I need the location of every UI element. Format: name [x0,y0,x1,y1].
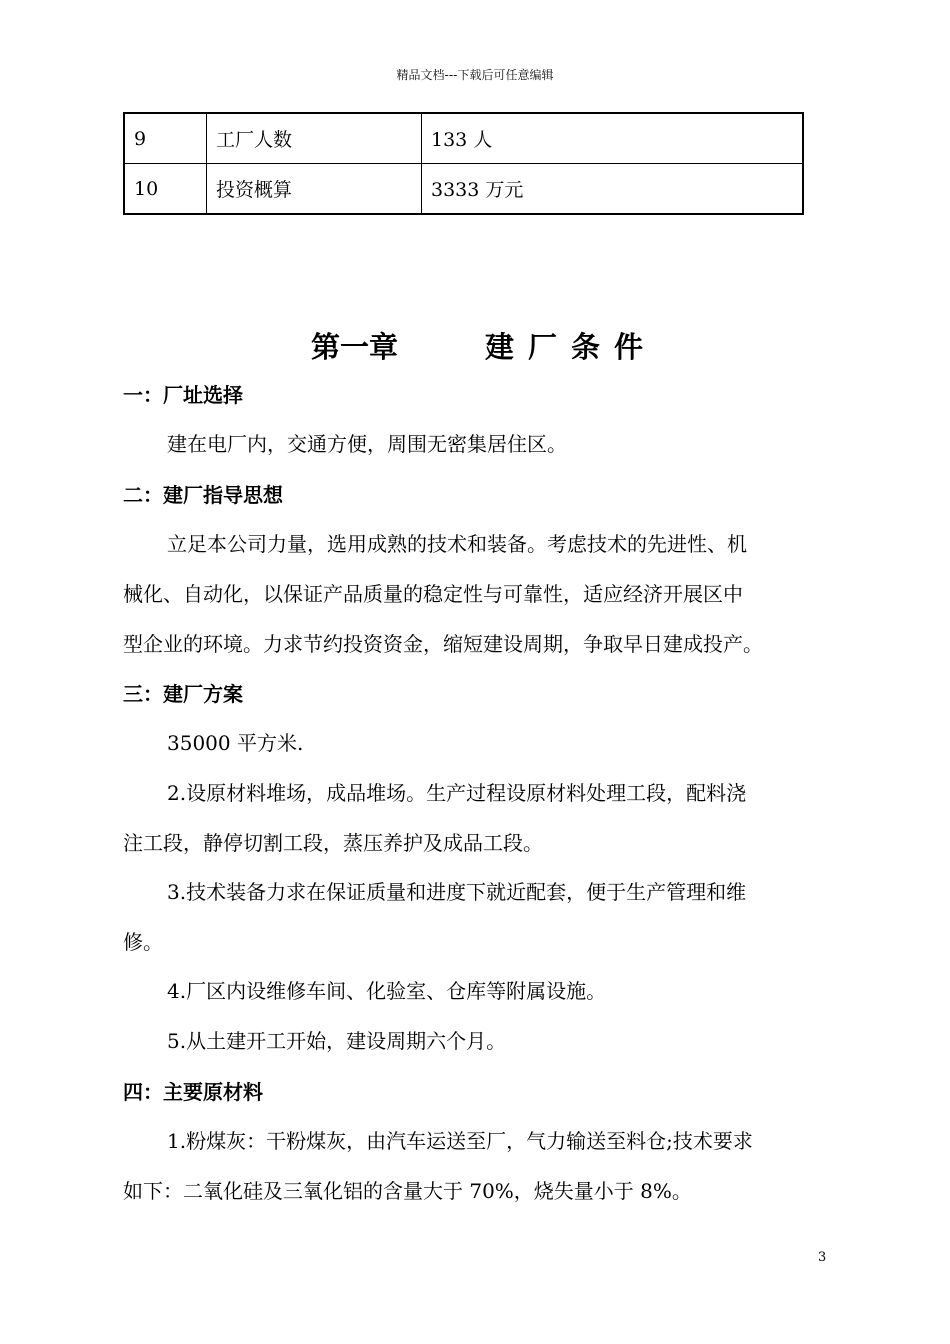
paragraph-line: 4.厂区内设维修车间、化验室、仓库等附属设施。 [167,979,607,1003]
page-number: 3 [818,1250,827,1265]
paragraph-line: 5.从土建开工开始，建设周期六个月。 [167,1029,507,1053]
section-heading-guiding: 二：建厂指导思想 [123,483,283,507]
row-value: 133 人 [422,113,804,164]
section-heading-site: 一：厂址选择 [123,383,243,407]
paragraph-line: 35000 平方米. [167,731,304,755]
paragraph-line: 修。 [123,930,163,954]
paragraph-line: 3.技术装备力求在保证质量和进度下就近配套，便于生产管理和维 [167,880,747,904]
table-row [124,113,803,164]
paragraph-line: 械化、自动化，以保证产品质量的稳定性与可靠性，适应经济开展区中 [123,582,743,606]
paragraph-line: 型企业的环境。力求节约投资资金，缩短建设周期，争取早日建成投产。 [123,632,763,656]
page-header: 精品文档---下载后可任意编辑 [396,68,554,82]
row-number: 9 [124,113,207,164]
row-item: 投资概算 [207,164,422,215]
chapter-number: 第一章 [311,330,399,364]
paragraph-line: 立足本公司力量，选用成熟的技术和装备。考虑技术的先进性、机 [167,532,747,556]
section-heading-plan: 三：建厂方案 [123,682,243,706]
section-heading-materials: 四：主要原材料 [123,1080,263,1104]
row-value: 3333 万元 [422,164,804,215]
paragraph-line: 1.粉煤灰：干粉煤灰，由汽车运送至厂，气力输送至料仓;技术要求 [167,1129,753,1153]
row-number: 10 [124,164,207,215]
paragraph-line: 建在电厂内，交通方便，周围无密集居住区。 [167,432,567,456]
chapter-title: 建厂条件 [485,330,658,364]
row-item: 工厂人数 [207,113,422,164]
spec-table [123,112,804,215]
paragraph-line: 如下：二氧化硅及三氧化铝的含量大于 70%，烧失量小于 8%。 [123,1179,692,1203]
paragraph-line: 2.设原材料堆场，成品堆场。生产过程设原材料处理工段，配料浇 [167,781,747,805]
paragraph-line: 注工段，静停切割工段，蒸压养护及成品工段。 [123,831,543,855]
table-row [124,164,803,215]
